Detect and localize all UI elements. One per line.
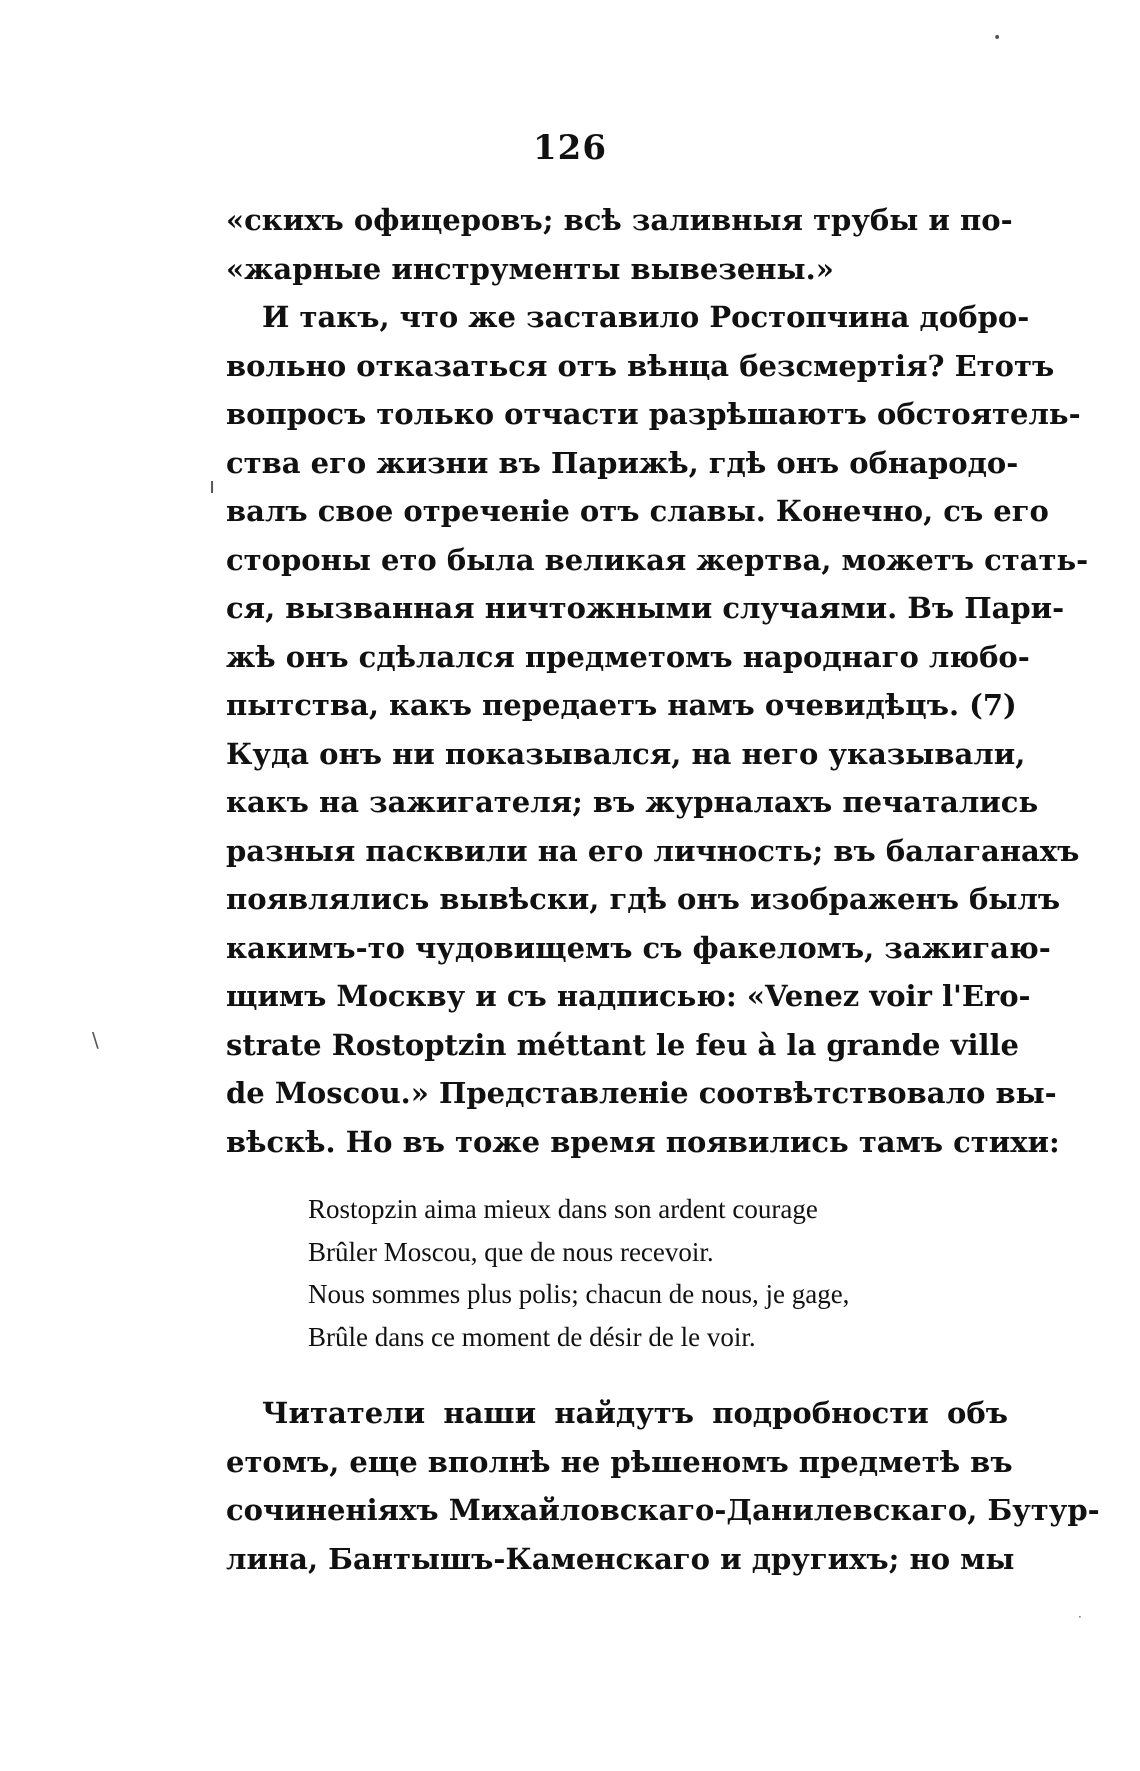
text-line: вопросъ только отчасти разрѣшаютъ обстоятель- bbox=[226, 397, 1081, 431]
text-line: лина, Бантышъ-Каменскаго и другихъ; но мы bbox=[226, 1541, 1015, 1576]
scan-speck: • bbox=[993, 30, 1002, 46]
closing-paragraph bbox=[226, 1389, 1100, 1583]
text-line: жѣ онъ сдѣлался предметомъ народнаго любо- bbox=[226, 639, 1030, 674]
text-line: разныя пасквили на его личность; въ балаганахъ bbox=[226, 833, 1080, 868]
text-line: какъ на зажигателя; въ журналахъ печатались bbox=[226, 785, 1039, 819]
scan-speck: · bbox=[1078, 1610, 1082, 1624]
verse-line: Rostopzin aima mieux dans son ardent courage bbox=[308, 1194, 818, 1224]
text-line: вѣскѣ. Но въ тоже время появились тамъ стихи: bbox=[226, 1124, 1060, 1159]
text-line: И такъ, что же заставило Ростопчина добро- bbox=[262, 300, 1030, 334]
text-line: strate Rostoptzin méttant le feu à la grande ville bbox=[226, 1027, 1019, 1062]
page-number: 126 bbox=[533, 128, 607, 168]
text-line: Читатели наши найдутъ подробности объ bbox=[262, 1396, 1008, 1430]
text-line: стороны ето была великая жертва, можетъ стать- bbox=[226, 542, 1089, 577]
text-line: de Moscou.» Представленіе соотвѣтствовало вы- bbox=[226, 1076, 1057, 1110]
scan-speck: ı bbox=[209, 474, 216, 499]
text-line: ся, вызванная ничтожными случаями. Въ Пари- bbox=[226, 591, 1065, 625]
text-line: какимъ-то чудовищемъ съ факеломъ, зажигаю- bbox=[226, 930, 1051, 965]
text-line: пытства, какъ передаетъ намъ очевидѣцъ. (7) bbox=[226, 688, 1017, 722]
main-paragraph bbox=[226, 196, 1089, 1166]
text-line: щимъ Москву и съ надписью: «Venez voir l'Ero- bbox=[226, 979, 1031, 1013]
french-verse bbox=[308, 1188, 1008, 1358]
verse-line: Nous sommes plus polis; chacun de nous, je gage, bbox=[308, 1279, 850, 1309]
text-line: «скихъ офицеровъ; всѣ заливныя трубы и по- bbox=[226, 203, 1013, 237]
text-line: Куда онъ ни показывался, на него указывали, bbox=[226, 736, 1026, 771]
text-line: ства его жизни въ Парижѣ, гдѣ онъ обнародо- bbox=[226, 445, 1019, 480]
verse-line: Brûler Moscou, que de nous recevoir. bbox=[308, 1236, 714, 1267]
text-line: вольно отказаться отъ вѣнца безсмертія? Етотъ bbox=[226, 348, 1055, 383]
text-line: етомъ, еще вполнѣ не рѣшеномъ предметѣ въ bbox=[226, 1444, 1013, 1479]
text-line: валъ свое отреченіе отъ славы. Конечно, съ его bbox=[226, 494, 1049, 528]
text-line: «жарные инструменты вывезены.» bbox=[226, 251, 834, 286]
text-line: появлялись вывѣски, гдѣ онъ изображенъ былъ bbox=[226, 882, 1061, 916]
verse-line: Brûle dans ce moment de désir de le voir. bbox=[308, 1321, 756, 1352]
text-line: сочиненіяхъ Михайловскаго-Данилевскаго, Бутур- bbox=[226, 1493, 1100, 1527]
scan-speck: \ bbox=[92, 1028, 99, 1052]
